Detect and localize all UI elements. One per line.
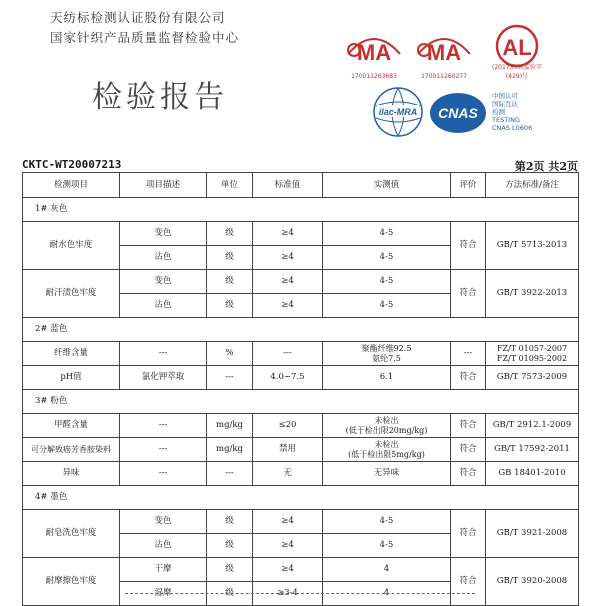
cell-item: 耐水色牢度 (23, 222, 120, 270)
col-header: 评价 (451, 173, 486, 198)
col-header: 检测项目 (23, 173, 120, 198)
cell-desc: 沾色 (120, 294, 207, 318)
cell-item: 耐皂洗色牢度 (23, 510, 120, 558)
results-table (22, 172, 579, 606)
cell-method: GB/T 5713-2013 (486, 222, 579, 270)
cell-desc: 湿摩 (120, 582, 207, 606)
cell-desc: 干摩 (120, 558, 207, 582)
cell-std: 无 (253, 462, 323, 486)
cell-unit: --- (207, 366, 253, 390)
cell-item: 可分解致癌芳香胺染料 (23, 438, 120, 462)
cal-logo (484, 22, 550, 80)
cell-std: ≥4 (253, 534, 323, 558)
table-row (23, 342, 579, 366)
cell-method: GB/T 2912.1-2009 (486, 414, 579, 438)
cell-val: 4-5 (323, 534, 451, 558)
cell-method: GB/T 3920-2008 (486, 558, 579, 606)
cell-desc: 沾色 (120, 246, 207, 270)
cell-unit: 级 (207, 270, 253, 294)
cell-val: 4 (323, 582, 451, 606)
cma2-number: 170011260277 (421, 73, 467, 80)
cell-val: 6.1 (323, 366, 451, 390)
section-row (23, 486, 579, 510)
cnas-side-5: CNAS L0606 (492, 124, 533, 132)
section-label: 4# 墨色 (23, 486, 579, 510)
cell-method: GB/T 17592-2011 (486, 438, 579, 462)
col-header: 实测值 (323, 173, 451, 198)
col-header: 单位 (207, 173, 253, 198)
cell-unit: mg/kg (207, 414, 253, 438)
cell-eval: 符合 (451, 270, 486, 318)
cell-std: 4.0~7.5 (253, 366, 323, 390)
cell-method: GB/T 7573-2009 (486, 366, 579, 390)
cell-std: --- (253, 342, 323, 366)
val-line: (低于检出限20mg/kg) (345, 425, 428, 435)
cell-eval: 符合 (451, 462, 486, 486)
cell-desc: --- (120, 438, 207, 462)
table-row (23, 222, 579, 246)
cma-seal-icon (344, 28, 404, 70)
cell-unit: 级 (207, 222, 253, 246)
cell-unit: 级 (207, 510, 253, 534)
cell-item: 耐摩擦色牢度 (23, 558, 120, 606)
cell-item: 异味 (23, 462, 120, 486)
bottom-divider (125, 593, 475, 594)
table-row (23, 270, 579, 294)
cell-std: ≥3-4 (253, 582, 323, 606)
org-name-line1: 天纺标检测认证股份有限公司 (50, 10, 226, 25)
cell-desc: --- (120, 414, 207, 438)
cnas-text: CNAS (438, 105, 478, 121)
cal-number: (2017)国认监验字(429)号 (492, 64, 542, 80)
cell-std: ≥4 (253, 558, 323, 582)
cell-method: GB 18401-2010 (486, 462, 579, 486)
cell-desc: 变色 (120, 222, 207, 246)
cnas-side-3: 检测 (492, 108, 505, 116)
cell-val: 4-5 (323, 294, 451, 318)
cell-val: 无异味 (323, 462, 451, 486)
cell-unit: 级 (207, 294, 253, 318)
cell-std: ≥4 (253, 294, 323, 318)
section-label: 3# 粉色 (23, 390, 579, 414)
cell-desc: 氯化钾萃取 (120, 366, 207, 390)
cell-val: 4 (323, 558, 451, 582)
cma-logo-1 (344, 28, 404, 80)
cma-seal-icon (414, 28, 474, 70)
cnas-logo (428, 90, 488, 136)
cell-val (323, 414, 451, 438)
cell-unit: % (207, 342, 253, 366)
val-line: 未检出 (374, 439, 399, 449)
cell-item: 耐汗渍色牢度 (23, 270, 120, 318)
cell-desc: --- (120, 342, 207, 366)
ilac-logo (372, 86, 424, 138)
table-row (23, 558, 579, 582)
cell-unit: --- (207, 462, 253, 486)
cell-item: pH值 (23, 366, 120, 390)
section-label: 2# 蓝色 (23, 318, 579, 342)
section-label: 1# 灰色 (23, 198, 579, 222)
table-header-row (23, 173, 579, 198)
cell-eval: --- (451, 342, 486, 366)
table-row (23, 462, 579, 486)
val-line: 聚酯纤维92.5 (361, 343, 412, 353)
cell-val (323, 342, 451, 366)
cell-unit: 级 (207, 246, 253, 270)
method-line: FZ/T 01095-2002 (496, 353, 568, 363)
cnas-side-1: 中国认可 (492, 92, 518, 100)
cell-eval: 符合 (451, 222, 486, 270)
table-row (23, 366, 579, 390)
section-row (23, 318, 579, 342)
col-header: 项目描述 (120, 173, 207, 198)
cell-unit: 级 (207, 534, 253, 558)
cma-logo-2 (414, 28, 474, 80)
cell-method (486, 342, 579, 366)
section-row (23, 390, 579, 414)
cell-eval: 符合 (451, 510, 486, 558)
cell-val: 4-5 (323, 270, 451, 294)
cell-std: ≤20 (253, 414, 323, 438)
cell-std: ≥4 (253, 246, 323, 270)
section-row (23, 198, 579, 222)
cell-eval: 符合 (451, 558, 486, 606)
method-line: FZ/T 01057-2007 (496, 343, 568, 353)
cell-val: 4-5 (323, 222, 451, 246)
cell-val: 4-5 (323, 510, 451, 534)
cell-unit: mg/kg (207, 438, 253, 462)
cnas-side-text (492, 92, 562, 132)
cma1-number: 170011263683 (351, 73, 397, 80)
col-header: 方法标准/备注 (486, 173, 579, 198)
cell-item: 甲醛含量 (23, 414, 120, 438)
table-row (23, 414, 579, 438)
cell-eval: 符合 (451, 366, 486, 390)
cell-item: 纤维含量 (23, 342, 120, 366)
cell-method: GB/T 3922-2013 (486, 270, 579, 318)
cell-unit: 级 (207, 558, 253, 582)
cell-std: 禁用 (253, 438, 323, 462)
cell-desc: 变色 (120, 510, 207, 534)
ilac-text: ilac-MRA (378, 107, 418, 117)
cell-unit: 级 (207, 582, 253, 606)
svg-text:AL: AL (502, 35, 532, 60)
cell-desc: 变色 (120, 270, 207, 294)
val-line: 氨纶7.5 (372, 353, 401, 363)
page-info: 第2页 共2页 (514, 160, 578, 173)
globe-icon (372, 86, 424, 138)
cell-method: GB/T 3921-2008 (486, 510, 579, 558)
cell-desc: --- (120, 462, 207, 486)
cnas-side-4: TESTING (492, 116, 520, 124)
svg-text:MA: MA (356, 40, 392, 65)
cnas-oval-icon (428, 90, 488, 136)
val-line: (低于检出限5mg/kg) (348, 449, 425, 459)
report-title: 检验报告 (92, 80, 228, 115)
svg-text:MA: MA (426, 40, 462, 65)
cell-val (323, 438, 451, 462)
cell-std: ≥4 (253, 270, 323, 294)
table-row (23, 438, 579, 462)
cell-std: ≥4 (253, 222, 323, 246)
cell-val: 4-5 (323, 246, 451, 270)
cnas-side-2: 国际互认 (492, 100, 518, 108)
cell-eval: 符合 (451, 414, 486, 438)
cell-std: ≥4 (253, 510, 323, 534)
col-header: 标准值 (253, 173, 323, 198)
org-name-line2: 国家针织产品质量监督检验中心 (50, 30, 240, 45)
val-line: 未检出 (374, 415, 399, 425)
table-row (23, 510, 579, 534)
cell-eval: 符合 (451, 438, 486, 462)
report-number: CKTC-WT20007213 (22, 158, 122, 171)
cell-desc: 沾色 (120, 534, 207, 558)
